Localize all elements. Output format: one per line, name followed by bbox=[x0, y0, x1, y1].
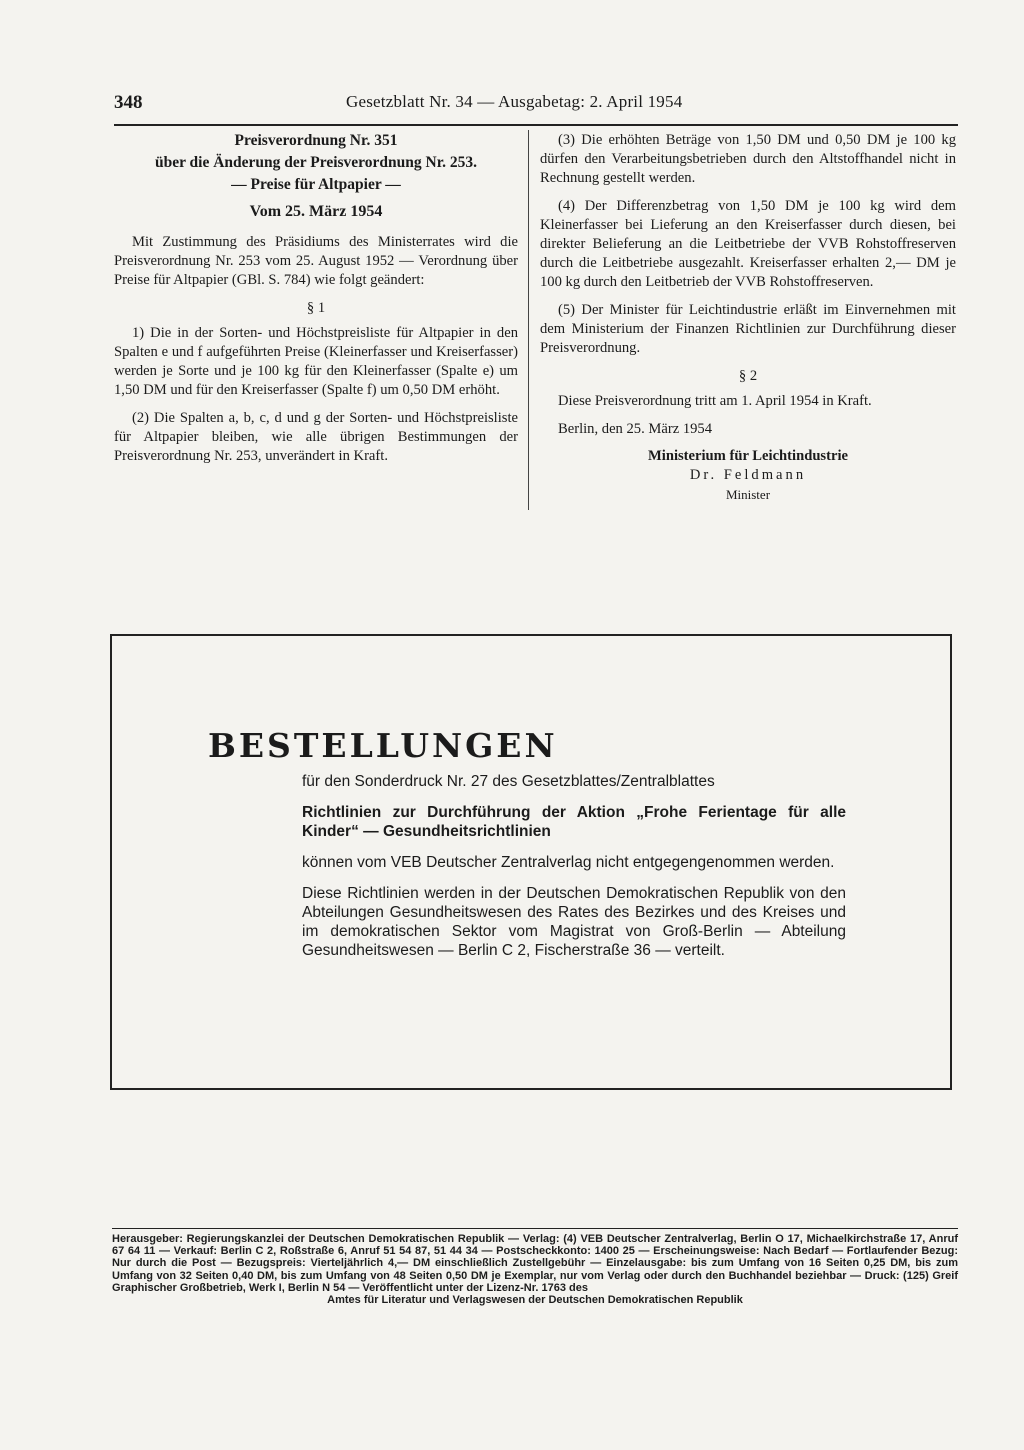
paragraph-3: (3) Die erhöhten Beträge von 1,50 DM und 0,50 DM je 100 kg dürfen den Verarbeitungsbetrieben durch den Altstoffhandel nicht in Rechnung gestellt werden. bbox=[540, 132, 956, 186]
paragraph-4: (4) Der Differenzbetrag von 1,50 DM je 100 kg wird dem Kleinerfasser bei Lieferung an den Kreiserfasser durch diesen, bei direkter Belieferung an die Leitbetriebe der VVB Rohstoffreserven durch die Leitbetriebe ausgezahlt. Kreiserfasser erhalten 2,— DM je 100 kg durch den Leitbetrieb der VVB Rohstoffreserven. bbox=[540, 198, 956, 290]
orders-line-3: Diese Richtlinien werden in der Deutschen Demokratischen Republik von den Abteilungen Gesundheitswesen des Rates des Bezirkes und des Kreises und im demokratischen Sektor vom Magistrat von Groß-Berlin — Abteilung Gesundheitswesen — Berlin C 2, Fischerstraße 36 — verteilt. bbox=[302, 885, 846, 959]
place-and-date: Berlin, den 25. März 1954 bbox=[558, 421, 713, 437]
imprint-tail: Amtes für Literatur und Verlagswesen der Deutschen Demokratischen Republik bbox=[327, 1294, 743, 1307]
decree-subtitle: über die Änderung der Preisverordnung Nr. 253. bbox=[154, 154, 478, 171]
orders-guidelines-title: Richtlinien zur Durchführung der Aktion „Frohe Ferientage für alle Kinder“ — Gesundheitsrichtlinien bbox=[302, 804, 846, 840]
imprint bbox=[112, 1233, 958, 1306]
orders-line-1: für den Sonderdruck Nr. 27 des Gesetzblattes/Zentralblattes bbox=[302, 773, 715, 790]
decree-topic: — Preise für Altpapier — bbox=[231, 176, 401, 193]
section-heading-2: § 2 bbox=[738, 368, 758, 384]
decree-title: Preisverordnung Nr. 351 bbox=[234, 132, 398, 149]
imprint-divider bbox=[112, 1228, 958, 1229]
running-title: Gesetzblatt Nr. 34 — Ausgabetag: 2. April 1954 bbox=[346, 92, 683, 111]
decree-date: Vom 25. März 1954 bbox=[249, 203, 383, 220]
header-divider bbox=[114, 124, 958, 126]
page-header bbox=[114, 88, 958, 118]
paragraph-2: (2) Die Spalten a, b, c, d und g der Sorten- und Höchstpreisliste für Altpapier bleiben, wie alle übrigen Bestimmungen der Preisverordnung Nr. 253, unverändert in Kraft. bbox=[114, 410, 518, 464]
left-column bbox=[114, 131, 518, 475]
paragraph-6: Diese Preisverordnung tritt am 1. April 1954 in Kraft. bbox=[558, 393, 872, 409]
column-divider bbox=[528, 130, 529, 510]
intro-paragraph: Mit Zustimmung des Präsidiums des Ministerrates wird die Preisverordnung Nr. 253 vom 25. August 1952 — Verordnung über Preise für Altpapier (GBl. S. 784) wie folgt geändert: bbox=[114, 234, 518, 288]
orders-heading: BESTELLUNGEN bbox=[208, 726, 558, 765]
signatory-name: Dr. Feldmann bbox=[689, 467, 807, 483]
signatory-title: Minister bbox=[725, 487, 771, 502]
right-column bbox=[540, 131, 956, 504]
imprint-text: Herausgeber: Regierungskanzlei der Deutschen Demokratischen Republik — Verlag: (4) VEB Deutscher Zentralverlag, Berlin O 17, Michaelkirchstraße 17, Anruf 67 64 11 — Verkauf: Berlin C 2, Roßstraße 6, Anruf 51 54 87, 51 44 34 — Postscheckkonto: 1400 25 — Erscheinungsweise: Nach Bedarf — Fortlaufender Bezug: Nur durch die Post — Bezugspreis: Vierteljährlich 4,— DM einschließlich Zustellgebühr — Einzelausgabe: bis zum Umfang von 16 Seiten 0,25 DM, bis zum Umfang von 32 Seiten 0,40 DM, bis zum Umfang von 48 Seiten 0,50 DM je Exemplar, nur vom Verlag oder durch den Buchhandel beziehbar — Druck: (125) Greif Graphischer Großbetrieb, Werk I, Berlin N 54 — Veröffentlicht unter der Lizenz-Nr. 1763 des bbox=[112, 1233, 958, 1294]
orders-line-2: können vom VEB Deutscher Zentralverlag nicht entgegengenommen werden. bbox=[302, 854, 835, 871]
orders-body bbox=[302, 772, 846, 972]
paragraph-1: 1) Die in der Sorten- und Höchstpreisliste für Altpapier in den Spalten e und f aufgeführten Preise (Kleinerfasser und Kreiserfasser) werden je Sorte und je 100 kg für den Kleinerfasser (Spalte e) um 1,50 DM und für den Kreiserfasser (Spalte f) um 0,50 DM erhöht. bbox=[114, 325, 518, 398]
orders-notice-box bbox=[110, 634, 952, 1090]
issuing-ministry: Ministerium für Leichtindustrie bbox=[648, 448, 848, 464]
page-number: 348 bbox=[114, 92, 143, 113]
section-heading-1: § 1 bbox=[306, 300, 326, 316]
paragraph-5: (5) Der Minister für Leichtindustrie erläßt im Einvernehmen mit dem Ministerium der Finanzen Richtlinien zur Durchführung dieser Preisverordnung. bbox=[540, 302, 956, 356]
